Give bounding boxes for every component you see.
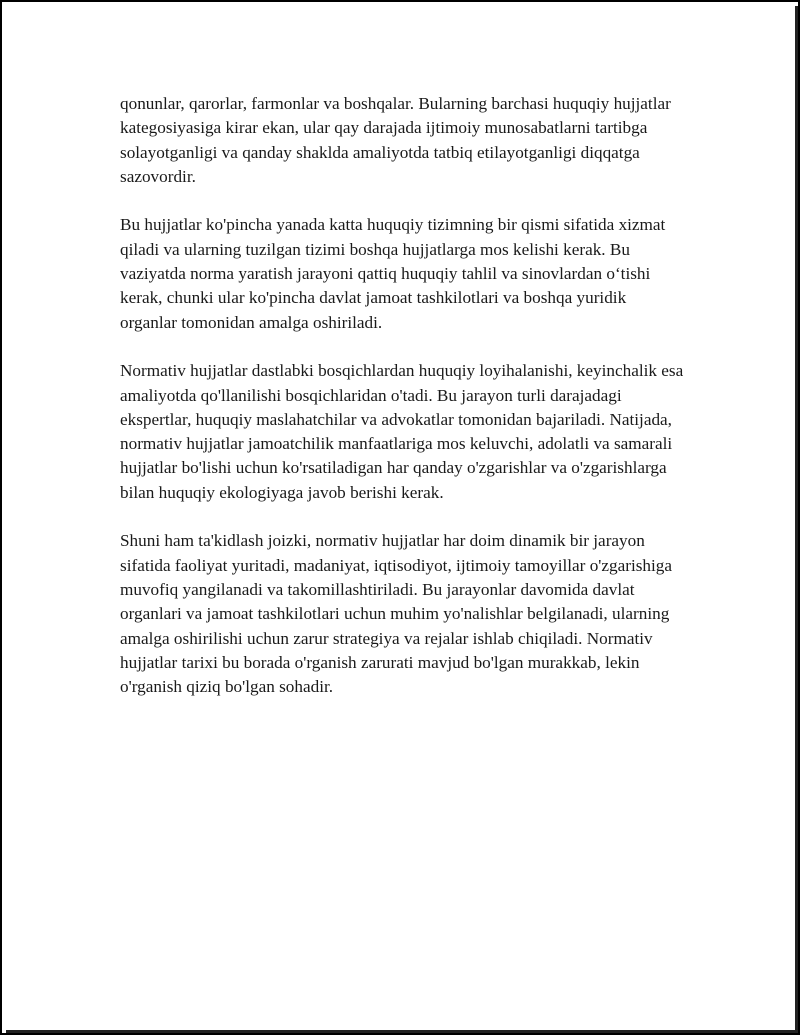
- paragraph-1: qonunlar, qarorlar, farmonlar va boshqalar. Bularning barchasi huquqiy hujjatlar kategosiyasiga kirar ekan, ular qay darajada ijtimoiy munosabatlarni tartibga solayotganligi va qanday shaklda amaliyotda tatbiq etilayotganligi diqqatga sazovordir.: [120, 94, 671, 186]
- paragraph-4: Shuni ham ta'kidlash joizki, normativ hujjatlar har doim dinamik bir jarayon sifatida faoliyat yuritadi, madaniyat, iqtisodiyot, ijtimoiy tamoyillar o'zgarishiga muvofiq yangilanadi va takomillashtiriladi. Bu jarayonlar davomida davlat organlari va jamoat tashkilotlari uchun muhim yo'nalishlar belgilanadi, ularning amalga oshirilishi uchun zarur strategiya va rejalar ishlab chiqiladi. Normativ hujjatlar tarixi bu borada o'rganish zarurati mavjud bo'lgan murakkab, lekin o'rganish qiziq bo'lgan sohadir.: [120, 531, 673, 697]
- paragraph-2: Bu hujjatlar ko'pincha yanada katta huquqiy tizimning bir qismi sifatida xizmat qiladi va ularning tuzilgan tizimi boshqa hujjatlarga mos kelishi kerak. Bu vaziyatda norma yaratish jarayoni qattiq huquqiy tahlil va sinovlardan o‘tishi kerak, chunki ular ko'pincha davlat jamoat tashkilotlari va boshqa yuridik organlar tomonidan amalga oshiriladi.: [120, 215, 666, 332]
- document-body: [120, 92, 686, 724]
- paragraph-3: Normativ hujjatlar dastlabki bosqichlardan huquqiy loyihalanishi, keyinchalik esa amaliyotda qo'llanilishi bosqichlaridan o'tadi. Bu jarayon turli darajadagi ekspertlar, huquqiy maslahatchilar va advokatlar tomonidan bajariladi. Natijada, normativ hujjatlar jamoatchilik manfaatlariga mos keluvchi, adolatli va samarali hujjatlar bo'lishi uchun ko'rsatiladigan har qanday o'zgarishlar va o'zgarishlarga bilan huquqiy ekologiyaga javob berishi kerak.: [120, 361, 684, 502]
